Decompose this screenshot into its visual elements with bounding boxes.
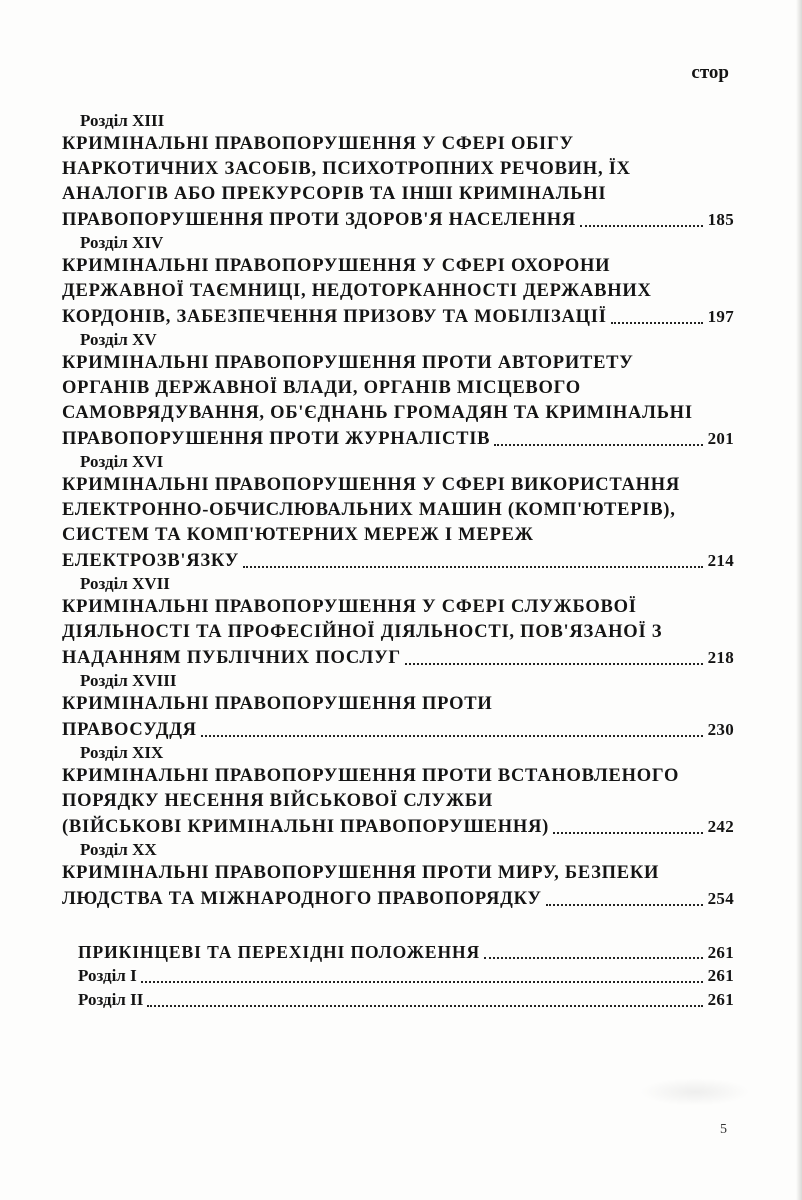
final-provisions-item — [78, 964, 734, 988]
section-title-line: КОРДОНІВ, ЗАБЕЗПЕЧЕННЯ ПРИЗОВУ ТА МОБІЛІЗАЦІЇ — [62, 307, 607, 327]
section-title-last-line — [62, 717, 734, 742]
section-number: Розділ XVIII — [80, 671, 177, 690]
section-title-line: ЛЮДСТВА ТА МІЖНАРОДНОГО ПРАВОПОРЯДКУ — [62, 889, 542, 909]
table-of-contents — [62, 110, 734, 911]
section-title-line: ОРГАНІВ ДЕРЖАВНОЇ ВЛАДИ, ОРГАНІВ МІСЦЕВОГО — [62, 378, 581, 398]
toc-section — [62, 670, 734, 742]
toc-section — [62, 329, 734, 451]
final-provisions-item — [78, 988, 734, 1012]
section-title-line: КРИМІНАЛЬНІ ПРАВОПОРУШЕННЯ ПРОТИ — [62, 694, 493, 714]
section-title-line: ПРАВОПОРУШЕННЯ ПРОТИ ЗДОРОВ'Я НАСЕЛЕННЯ — [62, 210, 576, 230]
section-title-line: САМОВРЯДУВАННЯ, ОБ'ЄДНАНЬ ГРОМАДЯН ТА КРИМІНАЛЬНІ — [62, 403, 693, 423]
section-number: Розділ XX — [80, 840, 157, 859]
toc-section — [62, 573, 734, 670]
section-title-line: АНАЛОГІВ АБО ПРЕКУРСОРІВ ТА ІНШІ КРИМІНАЛЬНІ — [62, 184, 607, 204]
section-number: Розділ XVI — [80, 452, 164, 471]
toc-section — [62, 110, 734, 232]
section-page-number: 197 — [707, 307, 734, 326]
dot-leader — [147, 1003, 702, 1007]
toc-section — [62, 451, 734, 573]
dot-leader — [141, 979, 703, 983]
section-title-last-line — [62, 645, 734, 670]
section-title-line: ПОРЯДКУ НЕСЕННЯ ВІЙСЬКОВОЇ СЛУЖБИ — [62, 791, 494, 811]
section-number: Розділ XVII — [80, 574, 170, 593]
section-title-last-line — [62, 426, 734, 451]
toc-section — [62, 839, 734, 911]
dot-leader — [546, 902, 703, 906]
section-title-line: НАРКОТИЧНИХ ЗАСОБІВ, ПСИХОТРОПНИХ РЕЧОВИН, ЇХ — [62, 159, 631, 179]
dot-leader — [201, 733, 703, 737]
dot-leader — [580, 223, 703, 227]
section-page-number: 230 — [707, 720, 734, 739]
section-title-line: КРИМІНАЛЬНІ ПРАВОПОРУШЕННЯ ПРОТИ МИРУ, БЕЗПЕКИ — [62, 863, 660, 883]
section-title-last-line — [62, 304, 734, 329]
section-title-line: СИСТЕМ ТА КОМП'ЮТЕРНИХ МЕРЕЖ І МЕРЕЖ — [62, 525, 534, 545]
section-title-last-line — [62, 886, 734, 911]
section-number: Розділ XIX — [80, 743, 164, 762]
section-page-number: 242 — [707, 817, 734, 836]
dot-leader — [494, 442, 702, 446]
final-provisions-entry — [78, 940, 734, 964]
dot-leader — [553, 830, 703, 834]
section-title-line: КРИМІНАЛЬНІ ПРАВОПОРУШЕННЯ У СФЕРІ ОХОРОНИ — [62, 256, 611, 276]
section-title-last-line — [62, 548, 734, 573]
toc-section — [62, 232, 734, 329]
final-provisions-item-label: Розділ II — [78, 990, 144, 1009]
section-title-line: НАДАННЯМ ПУБЛІЧНИХ ПОСЛУГ — [62, 648, 401, 668]
final-provisions-item-page: 261 — [707, 966, 734, 985]
section-page-number: 218 — [707, 648, 734, 667]
section-title-line: ЕЛЕКТРОННО-ОБЧИСЛЮВАЛЬНИХ МАШИН (КОМП'ЮТЕРІВ), — [62, 500, 676, 520]
section-title-line: КРИМІНАЛЬНІ ПРАВОПОРУШЕННЯ У СФЕРІ ОБІГУ — [62, 134, 574, 154]
section-title-line: КРИМІНАЛЬНІ ПРАВОПОРУШЕННЯ ПРОТИ ВСТАНОВЛЕНОГО — [62, 766, 680, 786]
section-page-number: 254 — [707, 889, 734, 908]
section-page-number: 201 — [707, 429, 734, 448]
section-title-line: ЕЛЕКТРОЗВ'ЯЗКУ — [62, 551, 240, 571]
section-title-line: ПРАВОПОРУШЕННЯ ПРОТИ ЖУРНАЛІСТІВ — [62, 429, 491, 449]
section-title-line: КРИМІНАЛЬНІ ПРАВОПОРУШЕННЯ У СФЕРІ СЛУЖБОВОЇ — [62, 597, 637, 617]
section-title-last-line — [62, 207, 734, 232]
section-page-number: 185 — [707, 210, 734, 229]
dot-leader — [611, 320, 703, 324]
section-number: Розділ XV — [80, 330, 157, 349]
section-title-last-line — [62, 814, 734, 839]
dot-leader — [243, 564, 703, 568]
page-edge-shadow — [796, 0, 802, 1200]
section-title-line: КРИМІНАЛЬНІ ПРАВОПОРУШЕННЯ ПРОТИ АВТОРИТЕТУ — [62, 353, 634, 373]
dot-leader — [484, 955, 703, 959]
section-title-line: КРИМІНАЛЬНІ ПРАВОПОРУШЕННЯ У СФЕРІ ВИКОРИСТАННЯ — [62, 475, 680, 495]
final-provisions-block — [78, 940, 734, 1012]
final-provisions-page: 261 — [707, 943, 734, 962]
page-number: 5 — [720, 1122, 727, 1137]
page-column-header: стор — [691, 62, 729, 83]
dot-leader — [405, 661, 703, 665]
section-title-line: ДЕРЖАВНОЇ ТАЄМНИЦІ, НЕДОТОРКАННОСТІ ДЕРЖАВНИХ — [62, 281, 652, 301]
final-provisions-item-page: 261 — [707, 990, 734, 1009]
final-provisions-item-label: Розділ I — [78, 966, 137, 985]
toc-section — [62, 742, 734, 839]
section-page-number: 214 — [707, 551, 734, 570]
section-number: Розділ XIII — [80, 111, 165, 130]
section-title-line: ДІЯЛЬНОСТІ ТА ПРОФЕСІЙНОЇ ДІЯЛЬНОСТІ, ПОВ'ЯЗАНОЇ З — [62, 622, 663, 642]
section-title-line: ПРАВОСУДДЯ — [62, 720, 197, 740]
scan-smudge — [640, 1078, 750, 1106]
final-provisions-title: ПРИКІНЦЕВІ ТА ПЕРЕХІДНІ ПОЛОЖЕННЯ — [78, 942, 481, 962]
section-number: Розділ XIV — [80, 233, 164, 252]
section-title-line: (ВІЙСЬКОВІ КРИМІНАЛЬНІ ПРАВОПОРУШЕННЯ) — [62, 817, 549, 837]
